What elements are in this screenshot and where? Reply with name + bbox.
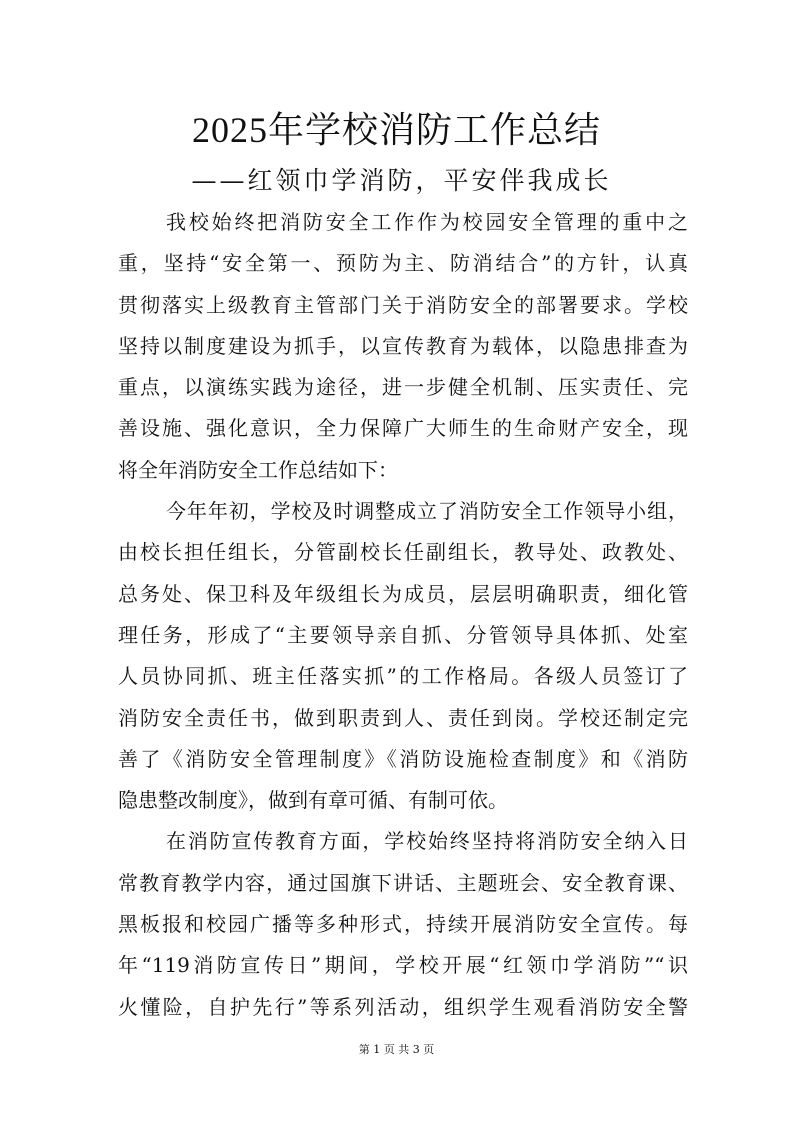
paragraph-line: 年“119消防宣传日”期间，学校开展“红领巾学消防”“识 [118, 953, 688, 978]
paragraph-line: 今年年初，学校及时调整成立了消防安全工作领导小组， [166, 499, 688, 524]
paragraph-line: 人员协同抓、班主任落实抓”的工作格局。各级人员签订了 [118, 664, 688, 689]
paragraph-line: 隐患整改制度》，做到有章可循、有制可依。 [118, 788, 508, 813]
paragraph-line: 理任务，形成了“主要领导亲自抓、分管领导具体抓、处室 [118, 622, 688, 647]
paragraph [118, 491, 688, 821]
document-body [118, 202, 688, 1028]
paragraph [118, 821, 688, 1027]
paragraph-line: 黑板报和校园广播等多种形式，持续开展消防安全宣传。每 [118, 912, 688, 937]
paragraph-line: 由校长担任组长，分管副校长任副组长，教导处、政教处、 [118, 540, 688, 565]
paragraph-line: 总务处、保卫科及年级组长为成员，层层明确职责，细化管 [118, 581, 688, 606]
paragraph-line: 重点，以演练实践为途径，进一步健全机制、压实责任、完 [118, 375, 688, 400]
paragraph-line: 火懂险，自护先行”等系列活动，组织学生观看消防安全警 [118, 994, 688, 1019]
document-subtitle: ——红领巾学消防，平安伴我成长 [191, 166, 612, 195]
paragraph-line: 我校始终把消防安全工作作为校园安全管理的重中之 [166, 210, 688, 234]
document-title: 2025年学校消防工作总结 [191, 110, 601, 150]
paragraph-line: 善了《消防安全管理制度》《消防设施检查制度》和《消防 [118, 746, 688, 771]
paragraph-line: 常教育教学内容，通过国旗下讲话、主题班会、安全教育课、 [118, 870, 688, 895]
paragraph-line: 将全年消防安全工作总结如下： [118, 457, 398, 482]
paragraph-line: 坚持以制度建设为抓手，以宣传教育为载体，以隐患排查为 [118, 333, 688, 358]
paragraph [118, 202, 688, 491]
paragraph-line: 善设施、强化意识，全力保障广大师生的生命财产安全，现 [118, 416, 688, 441]
page-number-footer: 第 1 页 共 3 页 [358, 1043, 435, 1056]
paragraph-line: 在消防宣传教育方面，学校始终坚持将消防安全纳入日 [166, 829, 688, 854]
paragraph-line: 贯彻落实上级教育主管部门关于消防安全的部署要求。学校 [118, 292, 688, 317]
paragraph-line: 重，坚持“安全第一、预防为主、防消结合”的方针，认真 [118, 251, 688, 276]
paragraph-line: 消防安全责任书，做到职责到人、责任到岗。学校还制定完 [118, 705, 688, 730]
